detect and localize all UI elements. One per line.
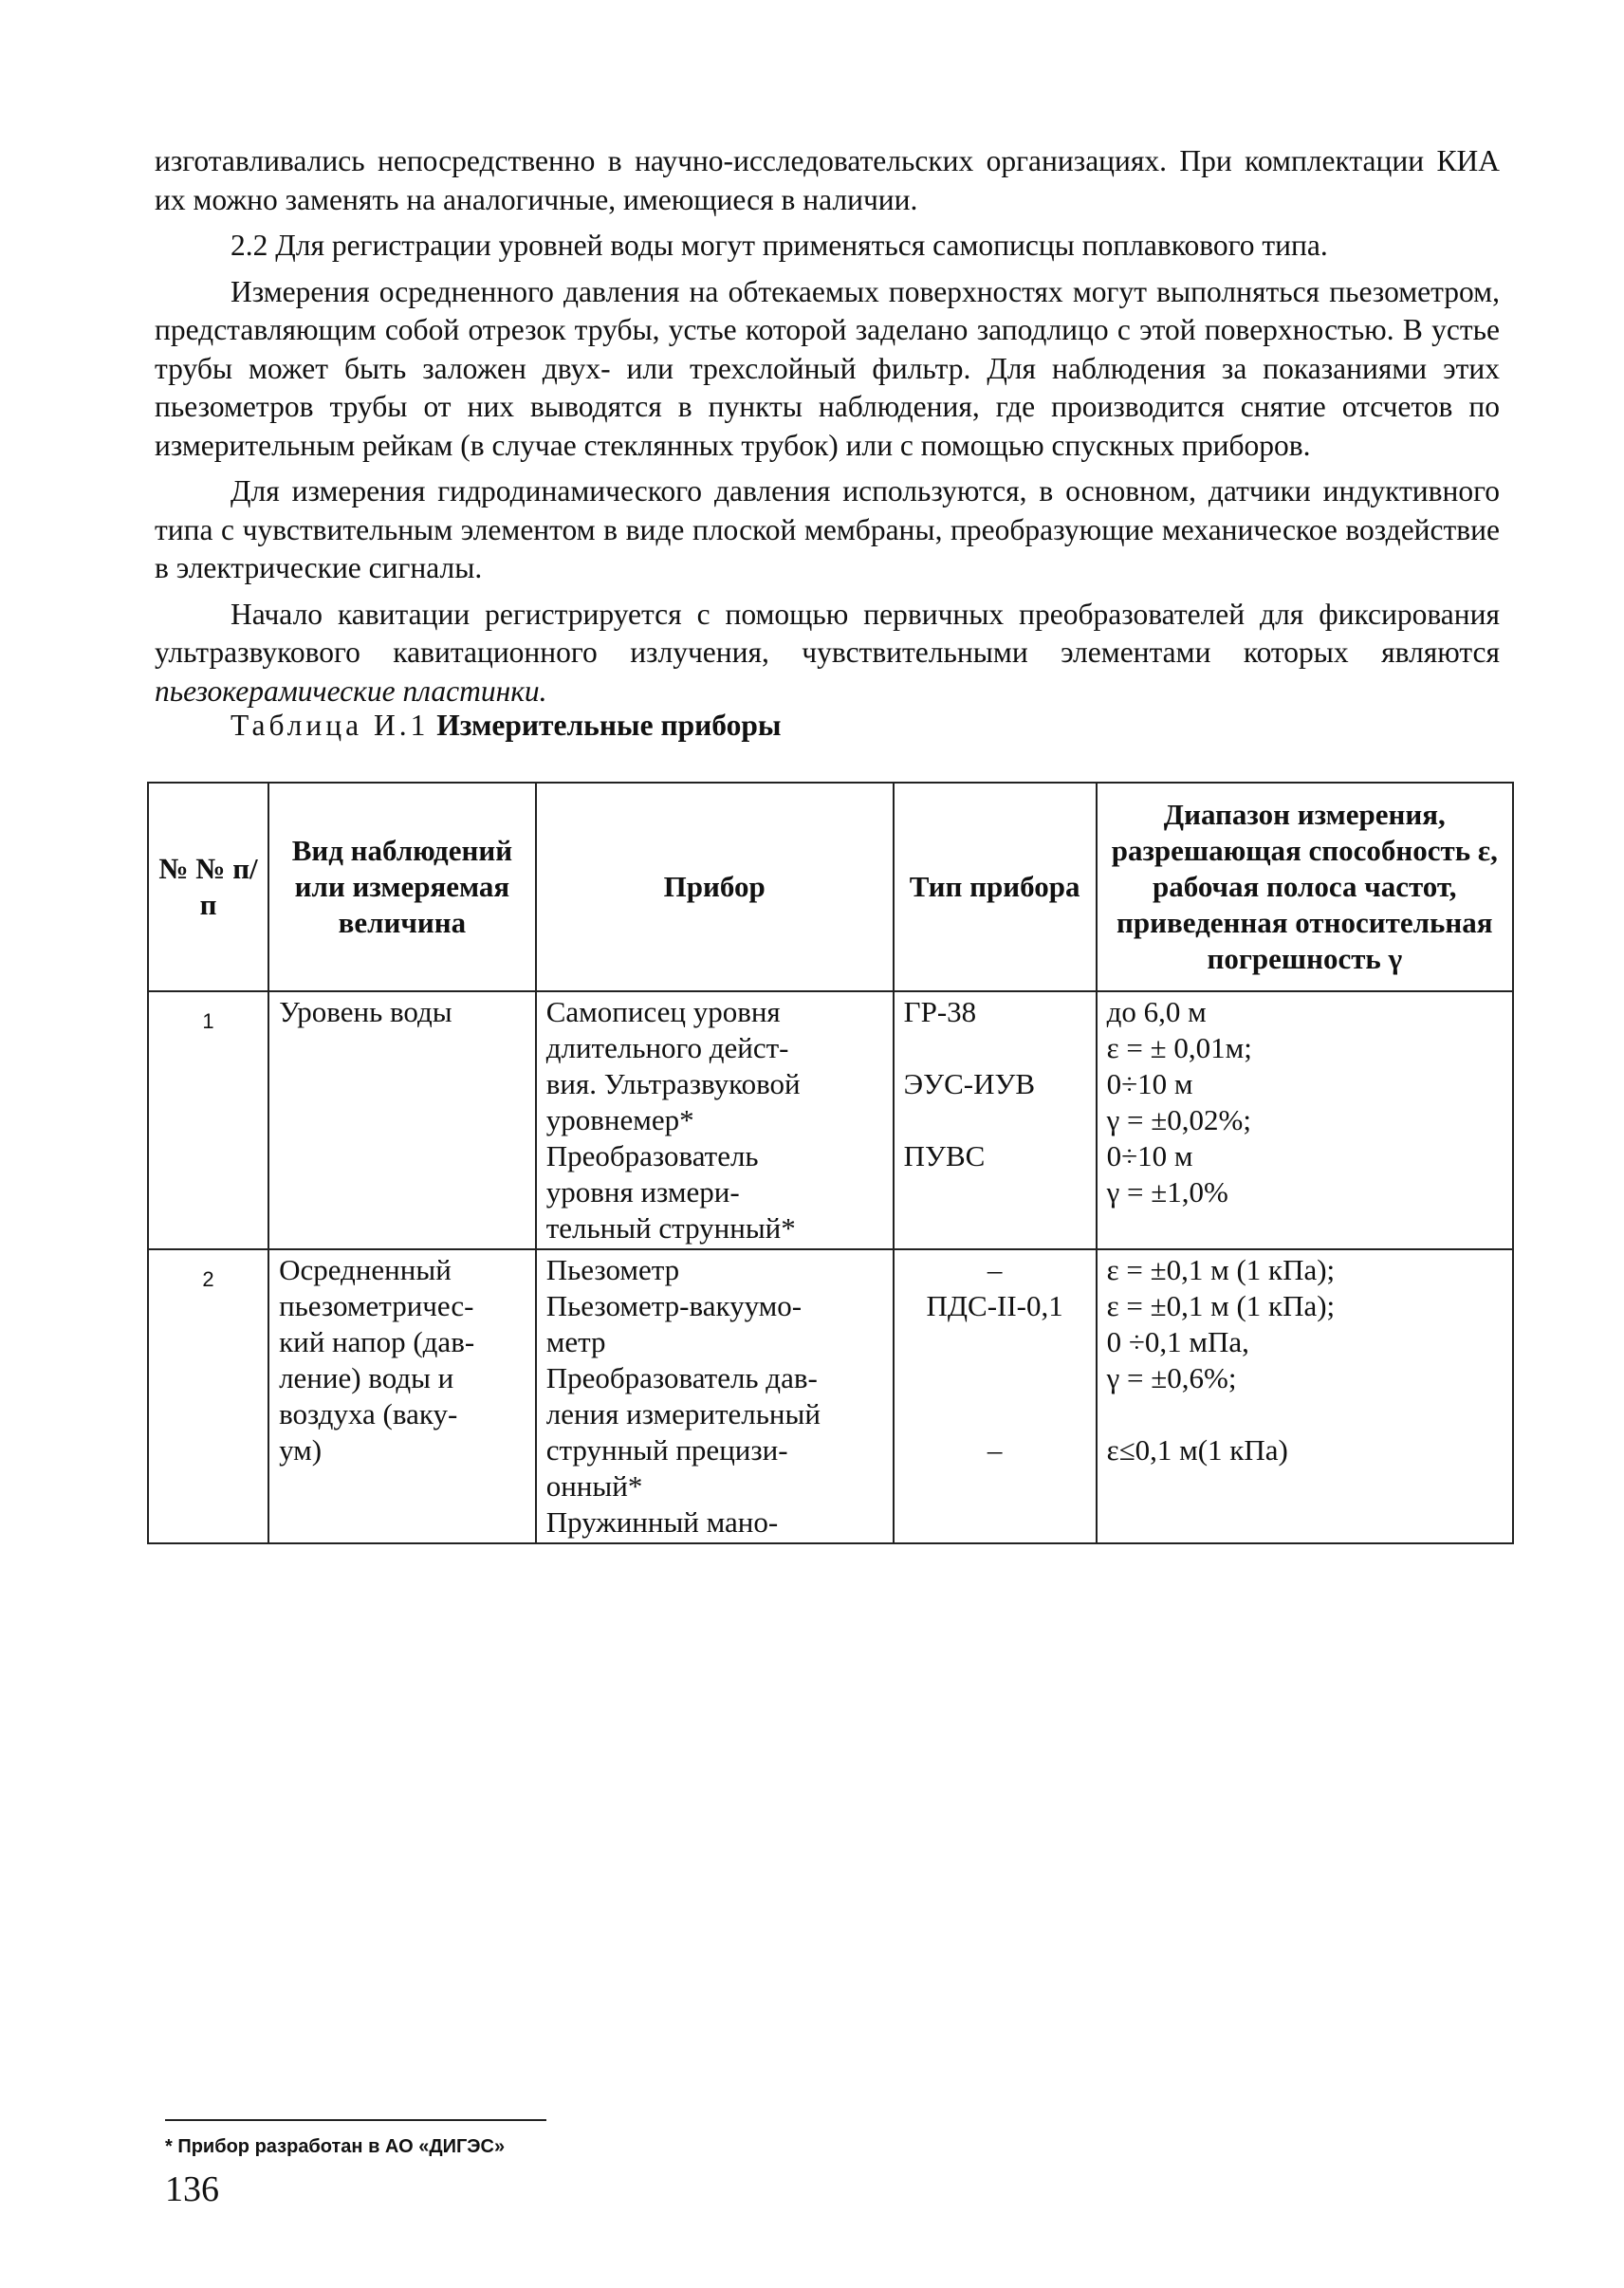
paragraph-5 (155, 596, 1500, 711)
row-1-device-line: вия. Ультразвуковой (545, 1067, 801, 1100)
row-2-device-line: Пьезометр-вакуумо- (545, 1289, 803, 1322)
footnote-divider (165, 2119, 546, 2121)
row-2-observation-line: ление) воды и (279, 1361, 454, 1394)
row-2-observation-line: пьезометричес- (279, 1289, 474, 1322)
row-2-range-line: ε≤0,1 м(1 кПа) (1106, 1433, 1288, 1467)
row-2-type-line: – (987, 1253, 1003, 1286)
row-2-num: 2 (148, 1249, 268, 1543)
row-1-range-line: 0÷10 м (1106, 1139, 1193, 1172)
row-2-range-line (1107, 1396, 1503, 1432)
row-1-type-line: ПУВС (903, 1139, 986, 1172)
row-1-range-line: до 6,0 м (1106, 995, 1207, 1028)
paragraph-5-italic: пьезокерамические пластинки. (155, 673, 547, 708)
table-caption (231, 709, 781, 743)
paragraph-1: изготавливались непосредственно в научно-исследовательских организациях. При комплектации КИА их можно заменять на аналогичные, имеющиеся в наличии. (155, 144, 1500, 216)
row-2-type-line (904, 1360, 1086, 1396)
row-2-observation-line: Осредненный (279, 1253, 452, 1286)
footnote: * Прибор разработан в АО «ДИГЭС» (165, 2136, 506, 2157)
header-observation: Вид наблюдений или измеряемая величина (268, 783, 536, 991)
row-2-device-line: ления измерительный (545, 1397, 821, 1430)
row-2-device-line: онный* (545, 1469, 643, 1503)
row-2-device-line: Пружинный мано- (545, 1505, 779, 1539)
row-2-range (1097, 1249, 1513, 1543)
row-1-range-line: γ = ±1,0% (1106, 1175, 1228, 1209)
row-2-type-line: ПДС-II-0,1 (926, 1289, 1063, 1322)
row-1-device-line: длительного дейст- (545, 1031, 789, 1064)
header-num: № № п/п (148, 783, 268, 991)
table-caption-label: Таблица И.1 (231, 709, 430, 742)
row-1-num: 1 (148, 991, 268, 1249)
row-2-observation (268, 1249, 536, 1543)
row-1-device-line: Самописец уровня (545, 995, 781, 1028)
table-header-row (148, 783, 1513, 991)
row-1-device-line: уровня измери- (545, 1175, 740, 1209)
header-type: Тип прибора (894, 783, 1097, 991)
row-2-range-line: γ = ±0,6%; (1106, 1361, 1237, 1394)
header-device: Прибор (536, 783, 894, 991)
paragraph-3: Измерения осредненного давления на обтекаемых поверхностях могут выполняться пьезометром, представляющим собой отрезок трубы, устье которой заделано заподлицо с этой поверхностью. В устье трубы может быть заложен двух- или трехслойный фильтр. Для наблюдения за показаниями этих пьезометров трубы от них выводятся в пункты наблюдения, где производится снятие отсчетов по измерительным рейкам (в случае стеклянных трубок) или с помощью спускных приборов. (155, 274, 1500, 462)
row-2-range-line: ε = ±0,1 м (1 кПа); (1106, 1253, 1336, 1286)
row-2-device (536, 1249, 894, 1543)
row-1-device-line: тельный струнный* (545, 1211, 796, 1245)
row-1-type (894, 991, 1097, 1249)
row-1-device-line: уровнемер* (545, 1103, 694, 1136)
row-1-device (536, 991, 894, 1249)
row-1-range-line: γ = ±0,02%; (1106, 1103, 1251, 1136)
row-1-observation: Уровень воды (268, 991, 536, 1249)
row-2-device-line: струнный прецизи- (545, 1433, 788, 1467)
page-number: 136 (165, 2169, 219, 2209)
table-caption-title: Измерительные приборы (436, 709, 782, 742)
row-2-observation-line: воздуха (ваку- (279, 1397, 458, 1430)
row-1-range (1097, 991, 1513, 1249)
row-2-type-line (904, 1324, 1086, 1360)
row-2-device-line: Преобразователь дав- (545, 1361, 818, 1394)
table-row (148, 1249, 1513, 1543)
row-2-observation-line: кий напор (дав- (279, 1325, 475, 1358)
row-2-device-line: метр (545, 1325, 606, 1358)
paragraph-4: Для измерения гидродинамического давления используются, в основном, датчики индуктивного типа с чувствительным элементом в виде плоской мембраны, преобразующие механическое воздействие в электрические сигналы. (155, 474, 1500, 584)
row-1-range-line: ε = ± 0,01м; (1106, 1031, 1252, 1064)
row-2-device-line: Пьезометр (545, 1253, 680, 1286)
paragraph-2: 2.2 Для регистрации уровней воды могут применяться самописцы поплавкового типа. (231, 229, 1328, 262)
row-2-type-line (904, 1396, 1086, 1432)
row-1-type-line: ЭУС-ИУВ (903, 1067, 1036, 1100)
table-row (148, 991, 1513, 1249)
body-text (155, 142, 1500, 718)
row-1-range-line: 0÷10 м (1106, 1067, 1193, 1100)
row-1-type-line (904, 1102, 1086, 1138)
row-1-device-line: Преобразователь (545, 1139, 759, 1172)
row-2-range-line: ε = ±0,1 м (1 кПа); (1106, 1289, 1336, 1322)
instruments-table (147, 782, 1514, 1544)
row-2-range-line: 0 ÷0,1 мПа, (1106, 1325, 1249, 1358)
row-2-observation-line: ум) (279, 1433, 323, 1467)
row-1-type-line: ГР-38 (903, 995, 977, 1028)
header-range: Диапазон измерения, разрешающая способность ε, рабочая полоса частот, приведенная относительная погрешность γ (1097, 783, 1513, 991)
row-1-type-line (904, 1030, 1086, 1066)
paragraph-5-text: Начало кавитации регистрируется с помощью первичных преобразователей для фиксирования ультразвукового кавитационного излучения, чувствительными элементами которых являются (155, 597, 1500, 669)
row-2-type-line: – (987, 1433, 1003, 1467)
row-2-type (894, 1249, 1097, 1543)
